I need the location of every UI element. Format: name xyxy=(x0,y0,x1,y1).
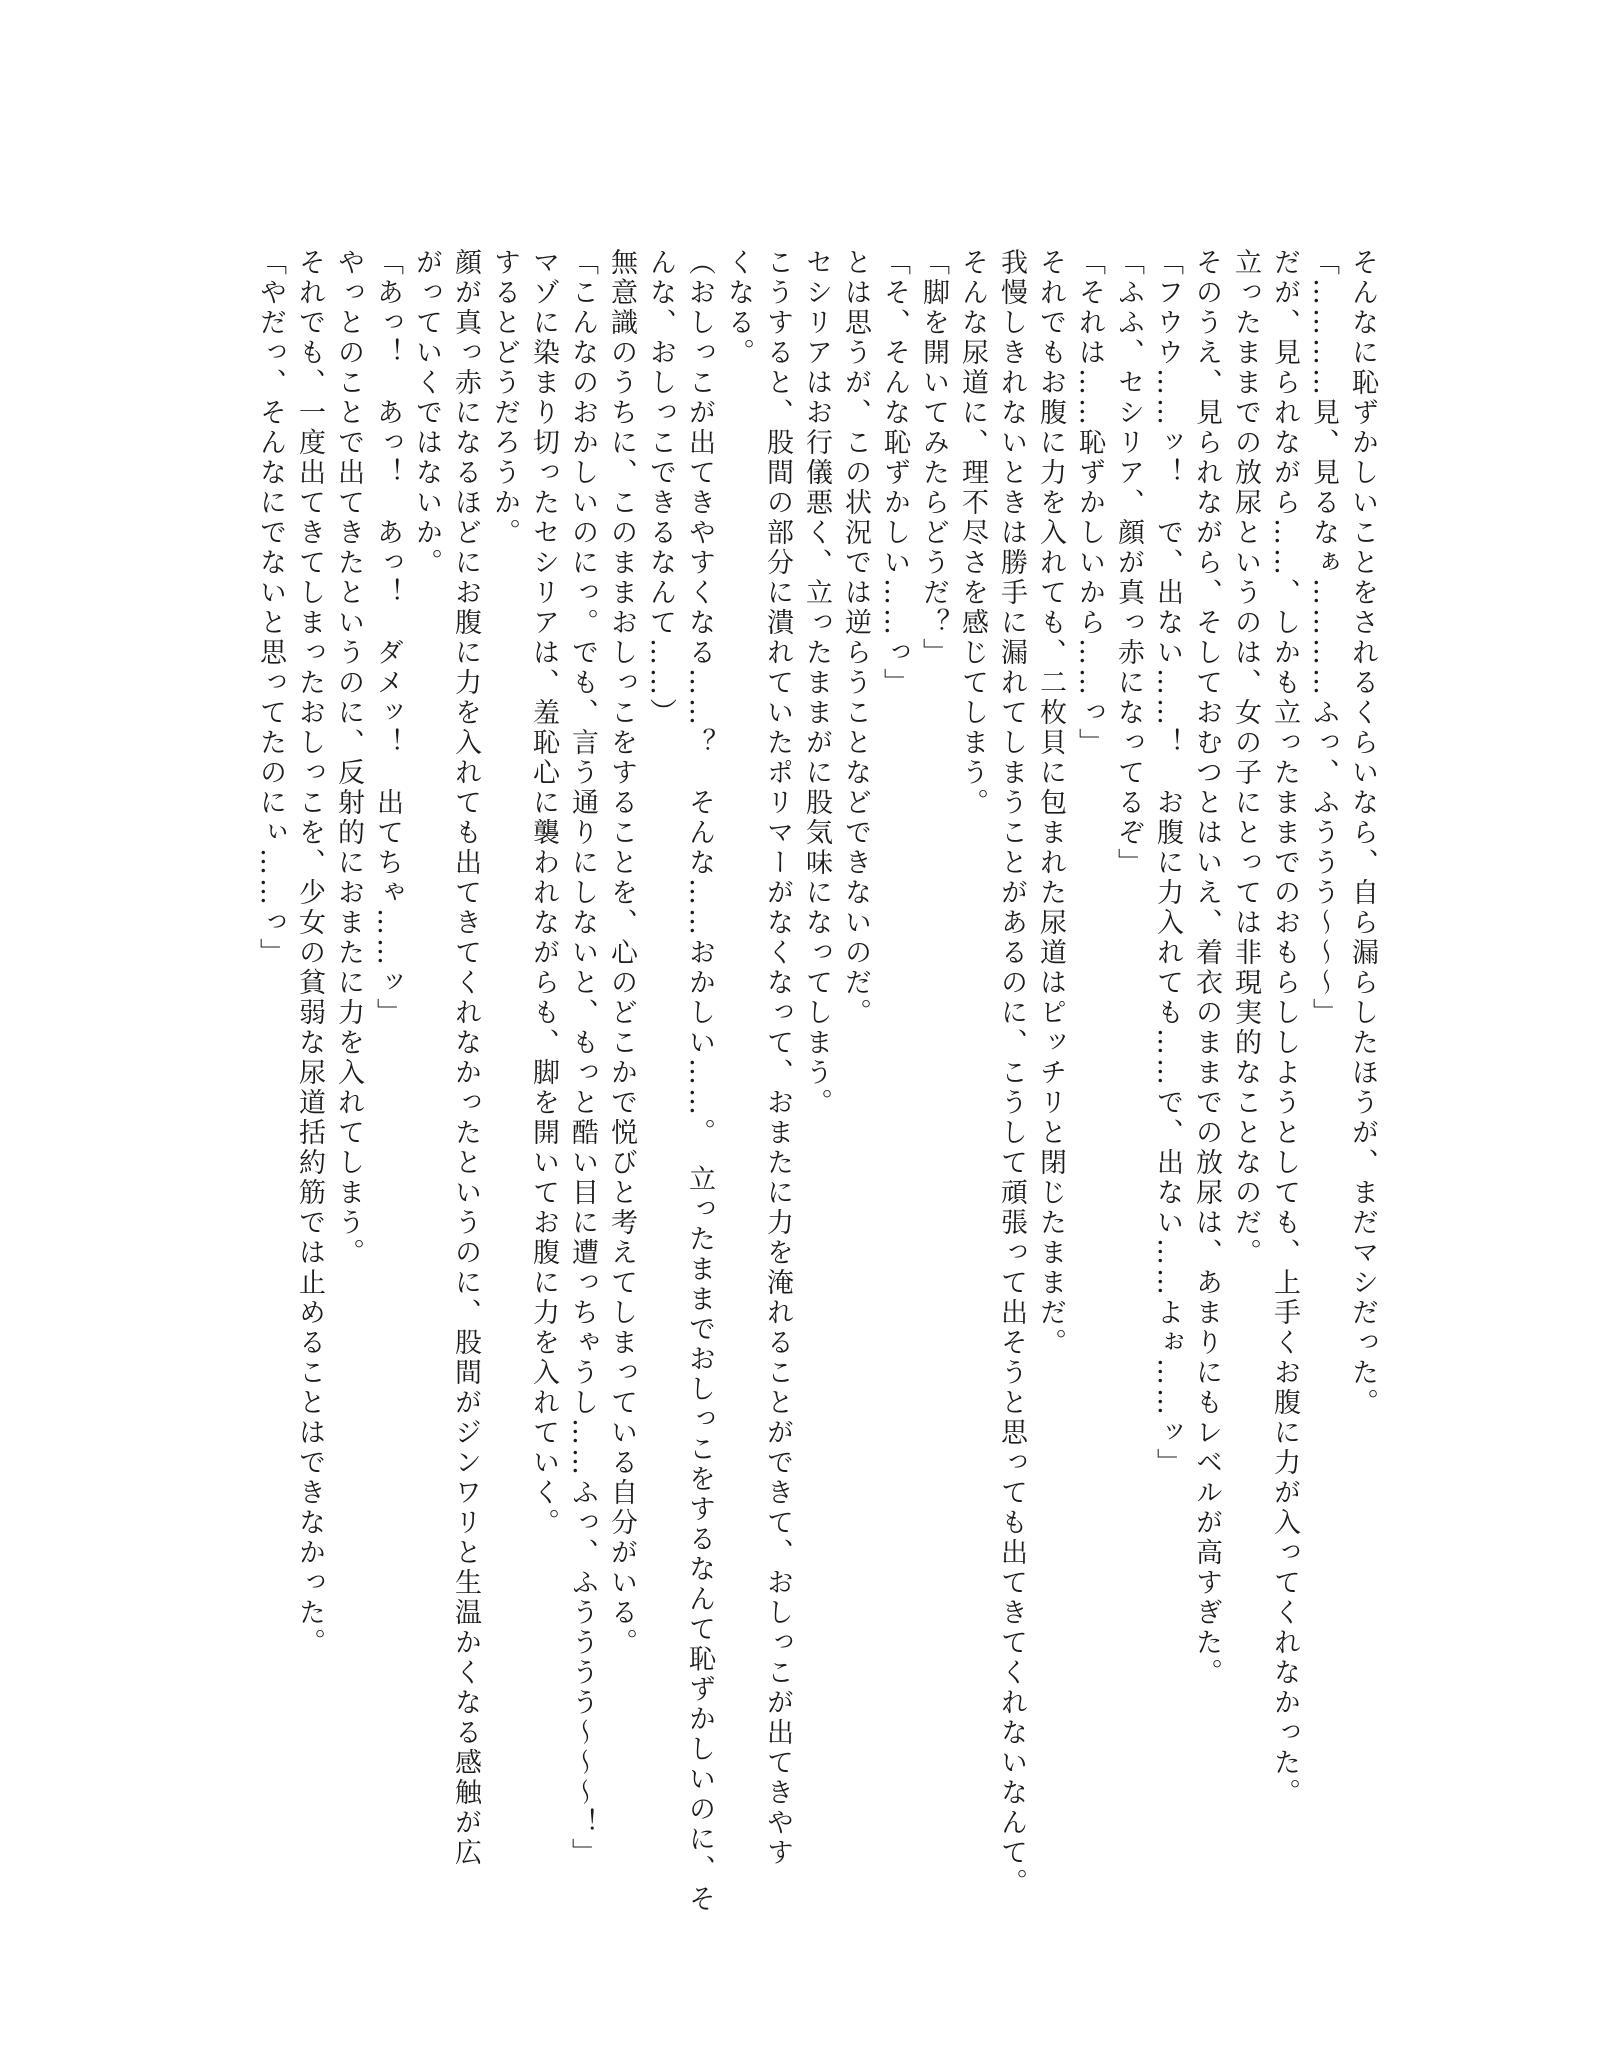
text-column-10: 我慢しきれないときは勝手に漏れてしまうことがあるのに、こうして頑張って出そうと思っても出てきてくれないなんて。 xyxy=(996,248,1027,1898)
text-column-14: とは思うが、この状況では逆らうことなどできないのだ。 xyxy=(840,248,871,1028)
text-column-6: 「フウウ……ッ！ で、出ない……！ お腹に力入れても……で、出ない……よぉ……ッ」 xyxy=(1152,248,1183,1478)
text-column-8: 「それは……恥ずかしいから……っ」 xyxy=(1074,248,1105,758)
text-column-20: 無意識のうちに、このままおしっこをすることを、心のどこかで悦びと考えてしまっている自分がいる。 xyxy=(606,248,637,1658)
text-column-15: セシリアはお行儀悪く、立ったままがに股気味になってしまう。 xyxy=(801,248,832,1118)
text-column-18: （おしっこが出てきやすくなる……？ そんな……おかしい……。 立ったままでおしっこをするなんて恥ずかしいのに、そ xyxy=(684,248,715,1915)
text-column-28: それでも、一度出てきてしまったおしっこを、少女の貧弱な尿道括約筋では止めることはできなかった。 xyxy=(294,248,325,1658)
text-column-27: やっとのことで出てきたというのに、反射的におまたに力を入れてしまう。 xyxy=(333,248,364,1268)
text-column-5: そのうえ、見られながら、そしておむつとはいえ、着衣のままでの放尿は、あまりにもレベルが高すぎた。 xyxy=(1191,248,1222,1688)
text-column-1: そんなに恥ずかしいことをされるくらいなら、自ら漏らしたほうが、まだマシだった。 xyxy=(1347,248,1378,1418)
text-column-26: 「あっ！ あっ！ あっ！ ダメッ！ 出てちゃ……ッ」 xyxy=(372,248,403,1028)
text-column-25: がっていくではないか。 xyxy=(411,248,442,578)
text-column-19: んな、おしっこできるなんて……） xyxy=(645,248,676,728)
text-column-13: 「そ、そんな恥ずかしい……っ」 xyxy=(879,248,910,698)
text-column-4: 立ったままでの放尿というのは、女の子にとっては非現実的なことなのだ。 xyxy=(1230,248,1261,1268)
text-column-12: 「脚を開いてみたらどうだ？」 xyxy=(918,248,949,668)
text-column-2: 「…………見、見るなぁ…………ふっ、ふううう〜〜〜」 xyxy=(1308,248,1339,1028)
text-column-29: 「やだっ、そんなにでないと思ってたのにぃ……っ」 xyxy=(255,248,286,968)
text-column-7: 「ふふ、セシリア、顔が真っ赤になってるぞ」 xyxy=(1113,248,1144,878)
text-column-24: 顔が真っ赤になるほどにお腹に力を入れても出てきてくれなかったというのに、股間がジンワリと生温かくなる感触が広 xyxy=(450,248,481,1868)
text-column-11: そんな尿道に、理不尽さを感じてしまう。 xyxy=(957,248,988,818)
text-column-22: マゾに染まり切ったセシリアは、羞恥心に襲われながらも、脚を開いてお腹に力を入れていく。 xyxy=(528,248,559,1538)
text-column-21: 「こんなのおかしいのにっ。でも、言う通りにしないと、もっと酷い目に遭っちゃうし……ふっ、ふうううう〜〜〜！」 xyxy=(567,248,598,1868)
text-column-17: くなる。 xyxy=(723,248,754,368)
text-column-3: だが、見られながら……、しかも立ったままでのおもらししようとしても、上手くお腹に力が入ってくれなかった。 xyxy=(1269,248,1300,1808)
text-column-16: こうすると、股間の部分に潰れていたポリマーがなくなって、おまたに力を淹れることができて、おしっこが出てきやす xyxy=(762,248,793,1868)
text-column-9: それでもお腹に力を入れても、二枚貝に包まれた尿道はピッチリと閉じたままだ。 xyxy=(1035,248,1066,1358)
text-column-23: するとどうだろうか。 xyxy=(489,248,520,548)
